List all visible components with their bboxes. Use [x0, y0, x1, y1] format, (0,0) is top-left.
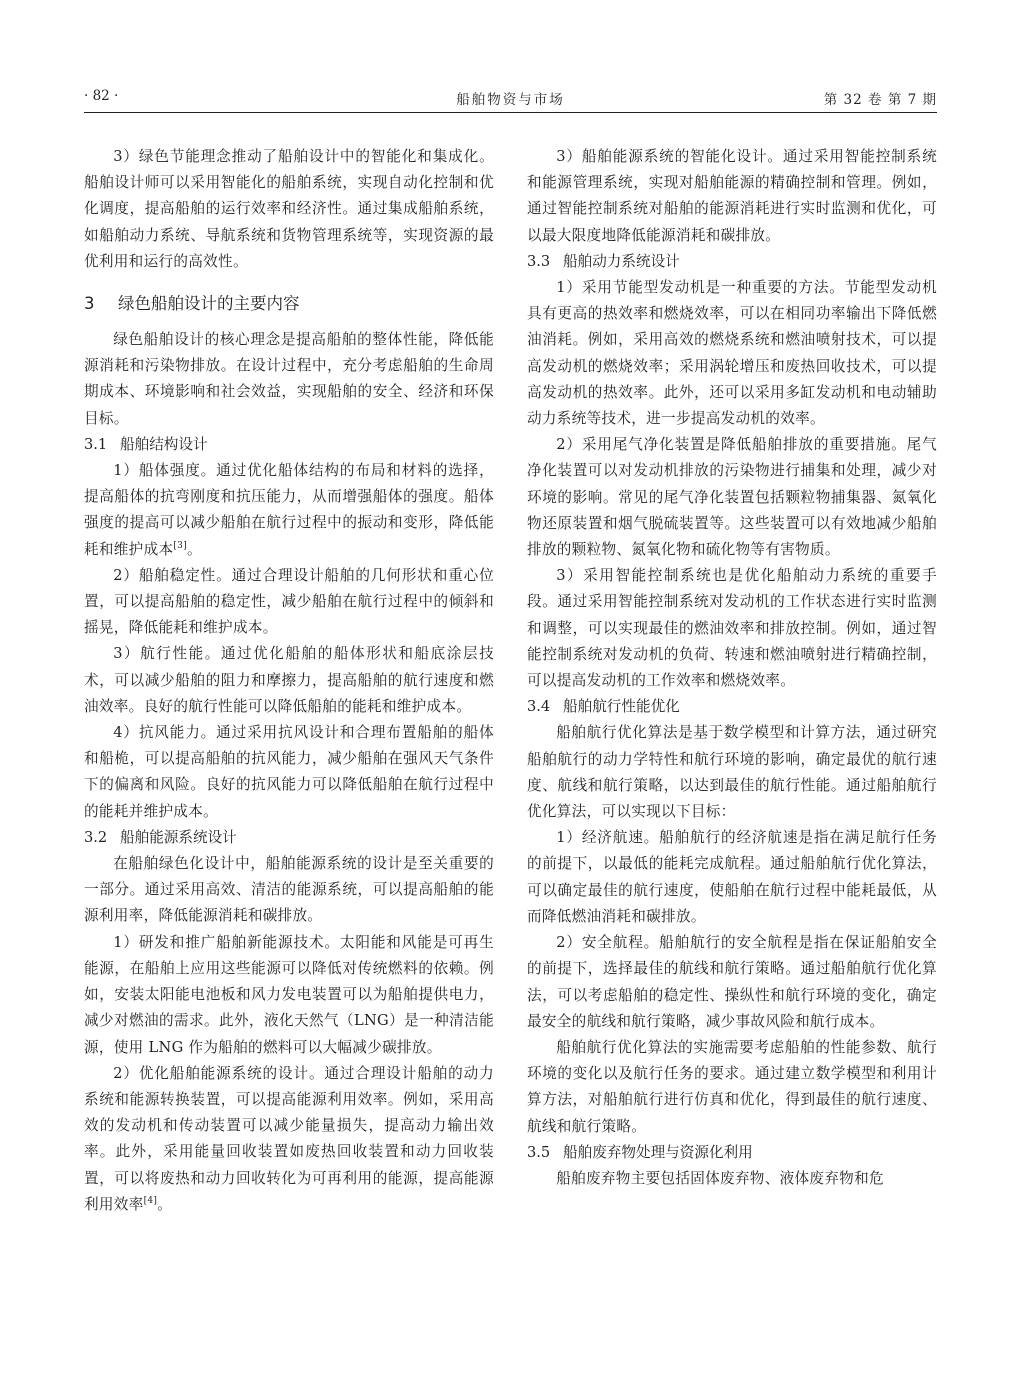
- subsection-title: 船舶能源系统设计: [120, 828, 237, 846]
- paragraph-text: 2）优化船舶能源系统的设计。通过合理设计船舶的动力系统和能源转换装置，可以提高能源利用效率。例如，采用高效的发动机和传动装置可以减少能量损失，提高动力输出效率。此外，采用能量回收装置如废热回收装置和动力回收装置，可以将废热和动力回收转化为可再利用的能源，提高能源利用效率: [84, 1064, 494, 1213]
- paragraph: 船舶航行优化算法的实施需要考虑船舶的性能参数、航行环境的变化以及航行任务的要求。通过建立数学模型和利用计算方法，对船舶航行进行仿真和优化，得到最佳的航行速度、航线和航行策略。: [527, 1038, 937, 1135]
- paragraph: 绿色船舶设计的核心理念是提高船舶的整体性能，降低能源消耗和污染物排放。在设计过程中，充分考虑船舶的生命周期成本、环境影响和社会效益，实现船舶的安全、经济和环保目标。: [84, 331, 494, 427]
- subsection-heading-3-1: [84, 432, 494, 458]
- paragraph: 2）安全航程。船舶航行的安全航程是指在保证船舶安全的前提下，选择最佳的航线和航行策略。通过船舶航行优化算法，可以考虑船舶的稳定性、操纵性和航行环境的变化，确定最安全的航线和航行策略，减少事故风险和航行成本。: [527, 934, 937, 1030]
- paragraph: 1）采用节能型发动机是一种重要的方法。节能型发动机具有更高的热效率和燃烧效率，可以在相同功率输出下降低燃油消耗。例如，采用高效的燃烧系统和燃油喷射技术，可以提高发动机的燃烧效率；采用涡轮增压和废热回收技术，可以提高发动机的热效率。此外，还可以采用多缸发动机和电动辅助动力系统等技术，进一步提高发动机的效率。: [527, 279, 937, 428]
- paragraph: 3）绿色节能理念推动了船舶设计中的智能化和集成化。船舶设计师可以采用智能化的船舶系统，实现自动化控制和优化调度，提高船舶的运行效率和经济性。通过集成船舶系统，如船舶动力系统、导航系统和货物管理系统等，实现资源的最优利用和运行的高效性。: [84, 148, 494, 270]
- subsection-number: 3.3: [527, 252, 551, 270]
- paragraph: [84, 1061, 494, 1218]
- paragraph: 4）抗风能力。通过采用抗风设计和合理布置船舶的船体和船桅，可以提高船舶的抗风能力，减少船舶在强风天气条件下的偏离和风险。良好的抗风能力可以降低船舶在航行过程中的能耗并维护成本。: [84, 724, 494, 820]
- paragraph-end: 。: [157, 1195, 173, 1213]
- paragraph: 1）经济航速。船舶航行的经济航速是指在满足航行任务的前提下，以最低的能耗完成航程。通过船舶航行优化算法，可以确定最佳的航行速度，使船舶在航行过程中能耗最低，从而降低燃油消耗和碳排放。: [527, 829, 937, 925]
- subsection-number: 3.5: [527, 1143, 551, 1161]
- paragraph: 船舶航行优化算法是基于数学模型和计算方法，通过研究船舶航行的动力学特性和航行环境的影响，确定最优的航行速度、航线和航行策略，以达到最佳的航行性能。通过船舶航行优化算法，可以实现以下目标：: [527, 724, 937, 821]
- subsection-heading-3-3: [527, 249, 937, 275]
- citation-ref[interactable]: [3]: [173, 540, 188, 551]
- paragraph: 3）航行性能。通过优化船舶的船体形状和船底涂层技术，可以减少船舶的阻力和摩擦力，提高船舶的航行速度和燃油效率。良好的航行性能可以降低船舶的能耗和维护成本。: [84, 645, 494, 715]
- paragraph: 2）船舶稳定性。通过合理设计船舶的几何形状和重心位置，可以提高船舶的稳定性，减少船舶在航行过程中的倾斜和摇晃，降低能耗和维护成本。: [84, 566, 494, 637]
- subsection-number: 3.1: [84, 435, 108, 453]
- subsection-title: 船舶动力系统设计: [563, 252, 680, 270]
- subsection-number: 3.2: [84, 828, 108, 846]
- citation-ref[interactable]: [4]: [143, 1195, 158, 1206]
- subsection-heading-3-2: [84, 825, 494, 851]
- paragraph: 3）采用智能控制系统也是优化船舶动力系统的重要手段。通过采用智能控制系统对发动机的工作状态进行实时监测和调整，可以实现最佳的燃油效率和排放控制。例如，通过智能控制系统对发动机的负荷、转速和燃油喷射进行精确控制，可以提高发动机的工作效率和燃烧效率。: [527, 567, 937, 690]
- paragraph: [84, 458, 494, 563]
- running-header: [84, 84, 937, 113]
- paragraph: 2）采用尾气净化装置是降低船舶排放的重要措施。尾气净化装置可以对发动机排放的污染物进行捕集和处理，减少对环境的影响。常见的尾气净化装置包括颗粒物捕集器、氮氧化物还原装置和烟气脱硫装置等。这些装置可以有效地减少船舶排放的颗粒物、氮氧化物和硫化物等有害物质。: [527, 436, 937, 559]
- subsection-heading-3-5: [527, 1140, 937, 1166]
- subsection-title: 船舶废弃物处理与资源化利用: [563, 1143, 753, 1161]
- subsection-heading-3-4: [527, 694, 937, 720]
- right-column: [527, 144, 937, 1192]
- subsection-title: 船舶航行性能优化: [563, 698, 680, 716]
- paragraph: 3）船舶能源系统的智能化设计。通过采用智能控制系统和能源管理系统，实现对船舶能源的精确控制和管理。例如，通过智能控制系统对船舶的能源消耗进行实时监测和优化，可以最大限度地降低能源消耗和碳排放。: [527, 148, 937, 244]
- section-heading-3: [84, 291, 494, 317]
- paragraph-end: 。: [187, 540, 202, 558]
- paragraph: 在船舶绿色化设计中，船舶能源系统的设计是至关重要的一部分。通过采用高效、清洁的能源系统，可以提高船舶的能源利用率，降低能源消耗和碳排放。: [84, 855, 494, 925]
- page-number: · 82 ·: [84, 88, 119, 104]
- journal-name: 船舶物资与市场: [456, 92, 565, 108]
- section-title: 绿色船舶设计的主要内容: [118, 294, 300, 314]
- subsection-title: 船舶结构设计: [120, 435, 208, 453]
- paragraph: 船舶废弃物主要包括固体废弃物、液体废弃物和危: [556, 1169, 884, 1187]
- left-column: [84, 144, 494, 1218]
- section-number: 3: [84, 294, 95, 314]
- subsection-number: 3.4: [527, 698, 551, 716]
- paragraph: 1）研发和推广船舶新能源技术。太阳能和风能是可再生能源，在船舶上应用这些能源可以降低对传统燃料的依赖。例如，安装太阳能电池板和风力发电装置可以为船舶提供电力，减少对燃油的需求。此外，液化天然气（LNG）是一种清洁能源，使用 LNG 作为船舶的燃料可以大幅减少碳排放。: [84, 933, 494, 1056]
- paragraph-text: 1）船体强度。通过优化船体结构的布局和材料的选择，提高船体的抗弯刚度和抗压能力，从而增强船体的强度。船体强度的提高可以减少船舶在航行过程中的振动和变形，降低能耗和维护成本: [84, 462, 494, 558]
- issue-info: 第 32 卷 第 7 期: [823, 92, 937, 108]
